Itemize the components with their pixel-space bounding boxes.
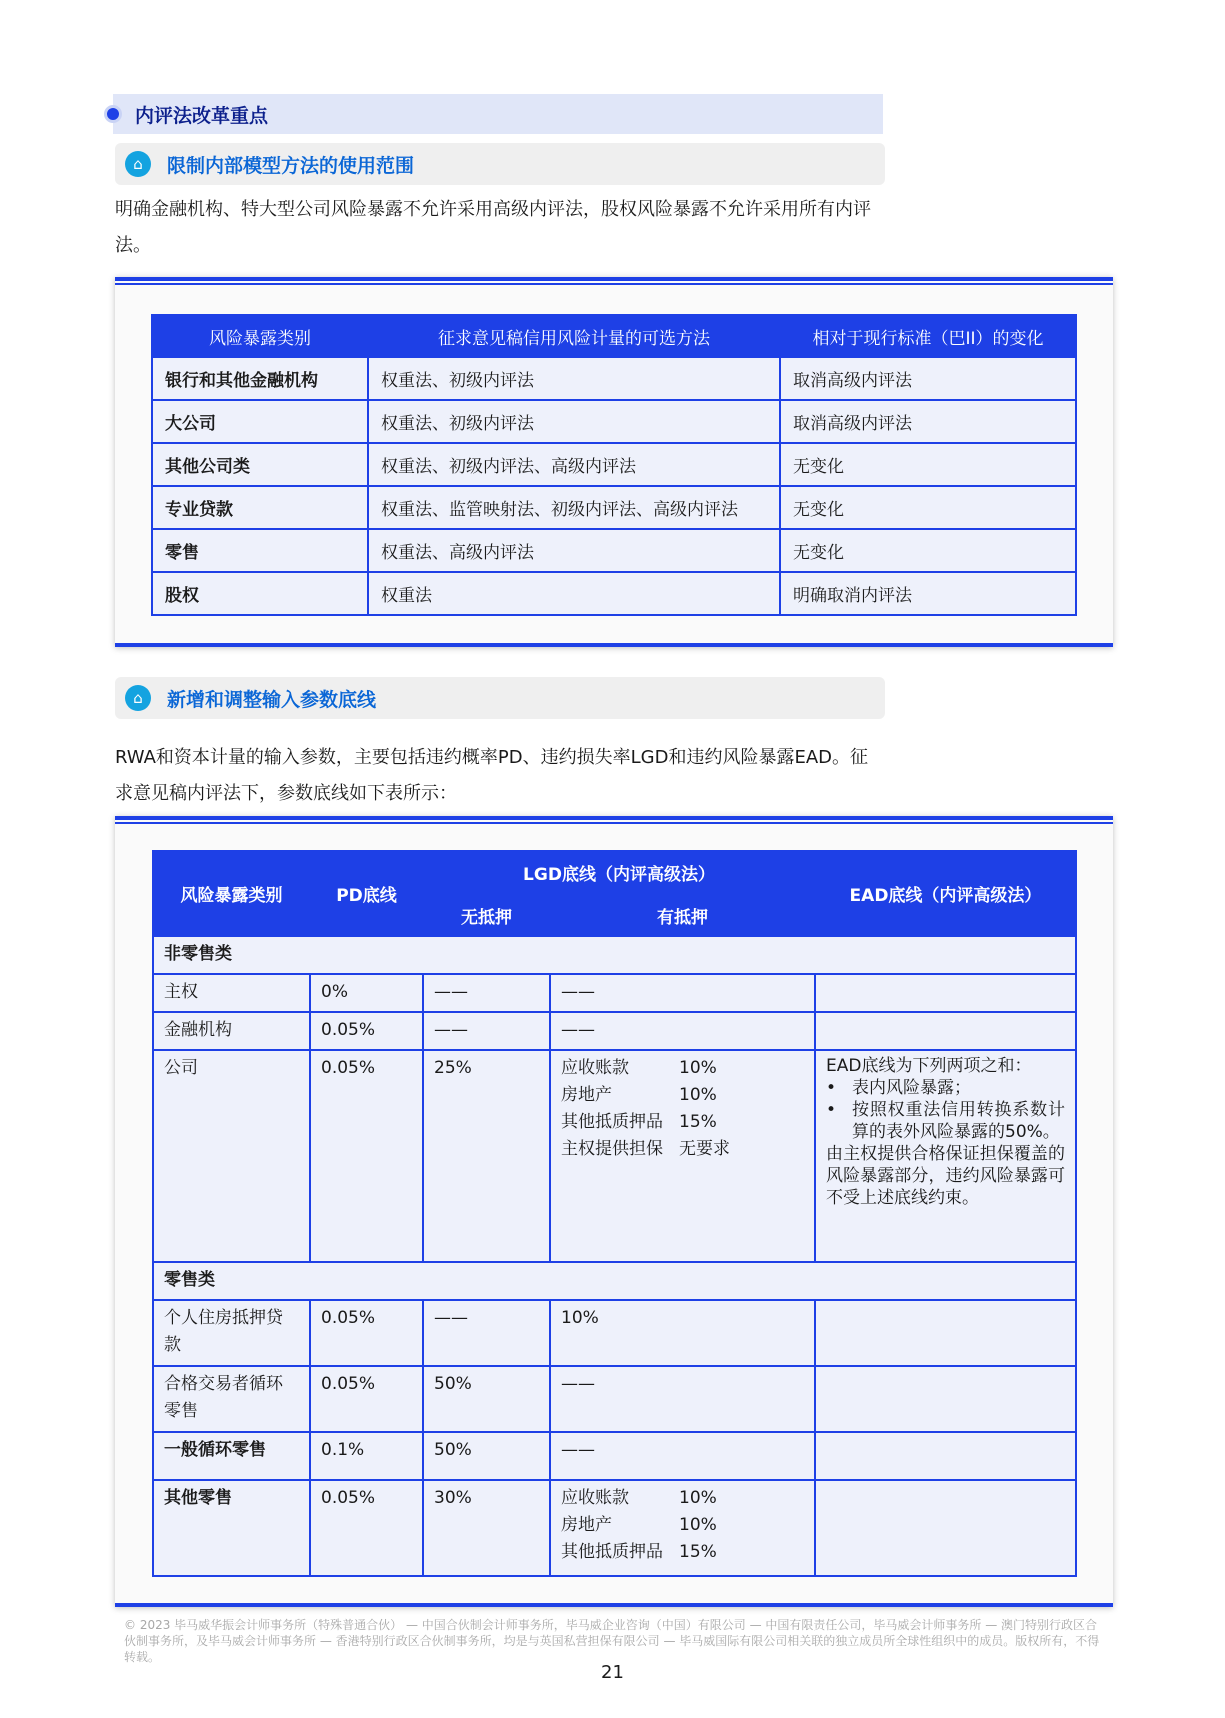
table-cell: 公司 bbox=[153, 1050, 310, 1262]
copyright-footer: © 2023 毕马威华振会计师事务所（特殊普通合伙） — 中国合伙制会计师事务所，毕马威企业咨询（中国）有限公司 — 中国有限责任公司，毕马威会计师事务所 — 澳门特别行政区合伙制事务所，及毕马威会计师事务所 — 香港特别行政区合伙制事务所，均是与英国私营担保有限公司 — 毕马威国际有限公司相关联的独立成员所全球性组织中的成员。版权所有，不得转载。 bbox=[124, 1618, 1100, 1664]
table-row bbox=[153, 1480, 1076, 1576]
page-number: 21 bbox=[601, 1662, 624, 1683]
table-row bbox=[152, 357, 1076, 400]
table-cell: 30% bbox=[423, 1480, 550, 1576]
panel-rule-bottom bbox=[115, 1603, 1113, 1607]
subsection-title: 限制内部模型方法的使用范围 bbox=[167, 155, 415, 177]
paragraph-scope: 明确金融机构、特大型公司风险暴露不允许采用高级内评法，股权风险暴露不允许采用所有内评法。 bbox=[115, 199, 871, 256]
subsection-header-floors bbox=[115, 677, 885, 719]
panel-rule-bottom bbox=[115, 643, 1113, 647]
table-cell bbox=[815, 1432, 1076, 1480]
table-cell: 无变化 bbox=[780, 529, 1076, 572]
column-header: LGD底线（内评高级法） bbox=[423, 851, 815, 894]
table-cell: 权重法、高级内评法 bbox=[368, 529, 780, 572]
table-cell: 50% bbox=[423, 1366, 550, 1432]
table-cell: 权重法、监管映射法、初级内评法、高级内评法 bbox=[368, 486, 780, 529]
table-cell: 权重法 bbox=[368, 572, 780, 615]
section-title: 内评法改革重点 bbox=[135, 105, 269, 127]
column-header: 征求意见稿信用风险计量的可选方法 bbox=[368, 315, 780, 357]
chevron-badge-icon: ⌂ bbox=[125, 151, 151, 177]
table-cell: 无变化 bbox=[780, 443, 1076, 486]
table-cell: 10% bbox=[550, 1300, 815, 1366]
collateral-item: 其他抵质押品 15% bbox=[561, 1112, 717, 1132]
subsection-title: 新增和调整输入参数底线 bbox=[167, 689, 377, 711]
table-cell bbox=[550, 1480, 815, 1576]
column-header: PD底线 bbox=[310, 851, 423, 936]
table-cell: 0.05% bbox=[310, 1050, 423, 1262]
table-group-row bbox=[153, 936, 1076, 974]
table-cell: 0.05% bbox=[310, 1366, 423, 1432]
ead-bullet: • 表内风险暴露； bbox=[826, 1077, 1065, 1099]
table-cell: 银行和其他金融机构 bbox=[152, 357, 368, 400]
table-header-row bbox=[153, 851, 1076, 894]
table-cell: —— bbox=[423, 1012, 550, 1050]
table-header-row bbox=[152, 315, 1076, 357]
table-cell bbox=[815, 1012, 1076, 1050]
table-row bbox=[153, 1050, 1076, 1262]
table-cell bbox=[815, 1480, 1076, 1576]
table-cell: 明确取消内评法 bbox=[780, 572, 1076, 615]
table-group-row bbox=[153, 1262, 1076, 1300]
table-row bbox=[153, 974, 1076, 1012]
section-header bbox=[113, 94, 883, 134]
column-header: 风险暴露类别 bbox=[153, 851, 310, 936]
table-cell bbox=[815, 974, 1076, 1012]
table-cell bbox=[550, 1050, 815, 1262]
table-cell: 其他零售 bbox=[153, 1480, 310, 1576]
table-cell: 取消高级内评法 bbox=[780, 357, 1076, 400]
table-cell: 合格交易者循环零售 bbox=[153, 1366, 310, 1432]
table-cell: 取消高级内评法 bbox=[780, 400, 1076, 443]
floors-table bbox=[152, 850, 1077, 1577]
table-cell: 无变化 bbox=[780, 486, 1076, 529]
paragraph-floors: RWA和资本计量的输入参数，主要包括违约概率PD、违约损失率LGD和违约风险暴露EAD。征求意见稿内评法下，参数底线如下表所示： bbox=[115, 747, 868, 804]
table-row bbox=[153, 1432, 1076, 1480]
table-cell: 权重法、初级内评法、高级内评法 bbox=[368, 443, 780, 486]
table-cell: 股权 bbox=[152, 572, 368, 615]
table-row bbox=[152, 443, 1076, 486]
column-header: 相对于现行标准（巴II）的变化 bbox=[780, 315, 1076, 357]
group-label: 非零售类 bbox=[153, 936, 1076, 974]
collateral-item: 主权提供担保 无要求 bbox=[561, 1139, 730, 1159]
column-header: 无抵押 bbox=[423, 894, 550, 936]
table-cell: 零售 bbox=[152, 529, 368, 572]
table-cell: 个人住房抵押贷款 bbox=[153, 1300, 310, 1366]
table-row bbox=[152, 572, 1076, 615]
table-cell bbox=[815, 1050, 1076, 1262]
group-label: 零售类 bbox=[153, 1262, 1076, 1300]
table-row bbox=[152, 486, 1076, 529]
table-cell bbox=[815, 1300, 1076, 1366]
column-header: 有抵押 bbox=[550, 894, 815, 936]
table-cell: 权重法、初级内评法 bbox=[368, 400, 780, 443]
table-cell: 0.05% bbox=[310, 1300, 423, 1366]
table-row bbox=[153, 1366, 1076, 1432]
table-cell: —— bbox=[550, 1366, 815, 1432]
table-row bbox=[152, 400, 1076, 443]
table-cell: 25% bbox=[423, 1050, 550, 1262]
table-row bbox=[152, 529, 1076, 572]
table-cell: 50% bbox=[423, 1432, 550, 1480]
table-cell: 0% bbox=[310, 974, 423, 1012]
collateral-item: 应收账款 10% bbox=[561, 1058, 717, 1078]
table-cell: 大公司 bbox=[152, 400, 368, 443]
chevron-badge-icon: ⌂ bbox=[125, 685, 151, 711]
table-cell: 0.05% bbox=[310, 1480, 423, 1576]
subsection-header-scope bbox=[115, 143, 885, 185]
table-panel-floors bbox=[115, 816, 1113, 1607]
collateral-item: 应收账款 10% bbox=[561, 1488, 717, 1508]
table-cell: 0.1% bbox=[310, 1432, 423, 1480]
table-row bbox=[153, 1012, 1076, 1050]
table-panel-methods bbox=[115, 277, 1113, 647]
table-cell: 0.05% bbox=[310, 1012, 423, 1050]
table-cell: —— bbox=[423, 974, 550, 1012]
table-cell: 主权 bbox=[153, 974, 310, 1012]
table-cell: 专业贷款 bbox=[152, 486, 368, 529]
ead-note: 由主权提供合格保证担保覆盖的风险暴露部分，违约风险暴露可不受上述底线约束。 bbox=[826, 1144, 1065, 1208]
ead-intro: EAD底线为下列两项之和： bbox=[826, 1056, 1032, 1076]
table-cell: 一般循环零售 bbox=[153, 1432, 310, 1480]
table-cell bbox=[815, 1366, 1076, 1432]
table-cell: 权重法、初级内评法 bbox=[368, 357, 780, 400]
table-cell: —— bbox=[550, 974, 815, 1012]
methods-table bbox=[151, 314, 1077, 616]
panel-rule-top bbox=[115, 816, 1113, 824]
table-cell: —— bbox=[550, 1012, 815, 1050]
table-cell: —— bbox=[550, 1432, 815, 1480]
panel-rule-top bbox=[115, 277, 1113, 285]
ead-bullet: • 按照权重法信用转换系数计算的表外风险暴露的50%。 bbox=[826, 1099, 1065, 1143]
table-cell: 其他公司类 bbox=[152, 443, 368, 486]
collateral-item: 房地产 10% bbox=[561, 1085, 717, 1105]
table-row bbox=[153, 1300, 1076, 1366]
column-header: 风险暴露类别 bbox=[152, 315, 368, 357]
bullet-dot-icon bbox=[104, 105, 122, 123]
ead-list bbox=[826, 1077, 1065, 1143]
column-header: EAD底线（内评高级法） bbox=[815, 851, 1076, 936]
collateral-item: 其他抵质押品 15% bbox=[561, 1542, 717, 1562]
table-cell: —— bbox=[423, 1300, 550, 1366]
table-cell: 金融机构 bbox=[153, 1012, 310, 1050]
collateral-item: 房地产 10% bbox=[561, 1515, 717, 1535]
